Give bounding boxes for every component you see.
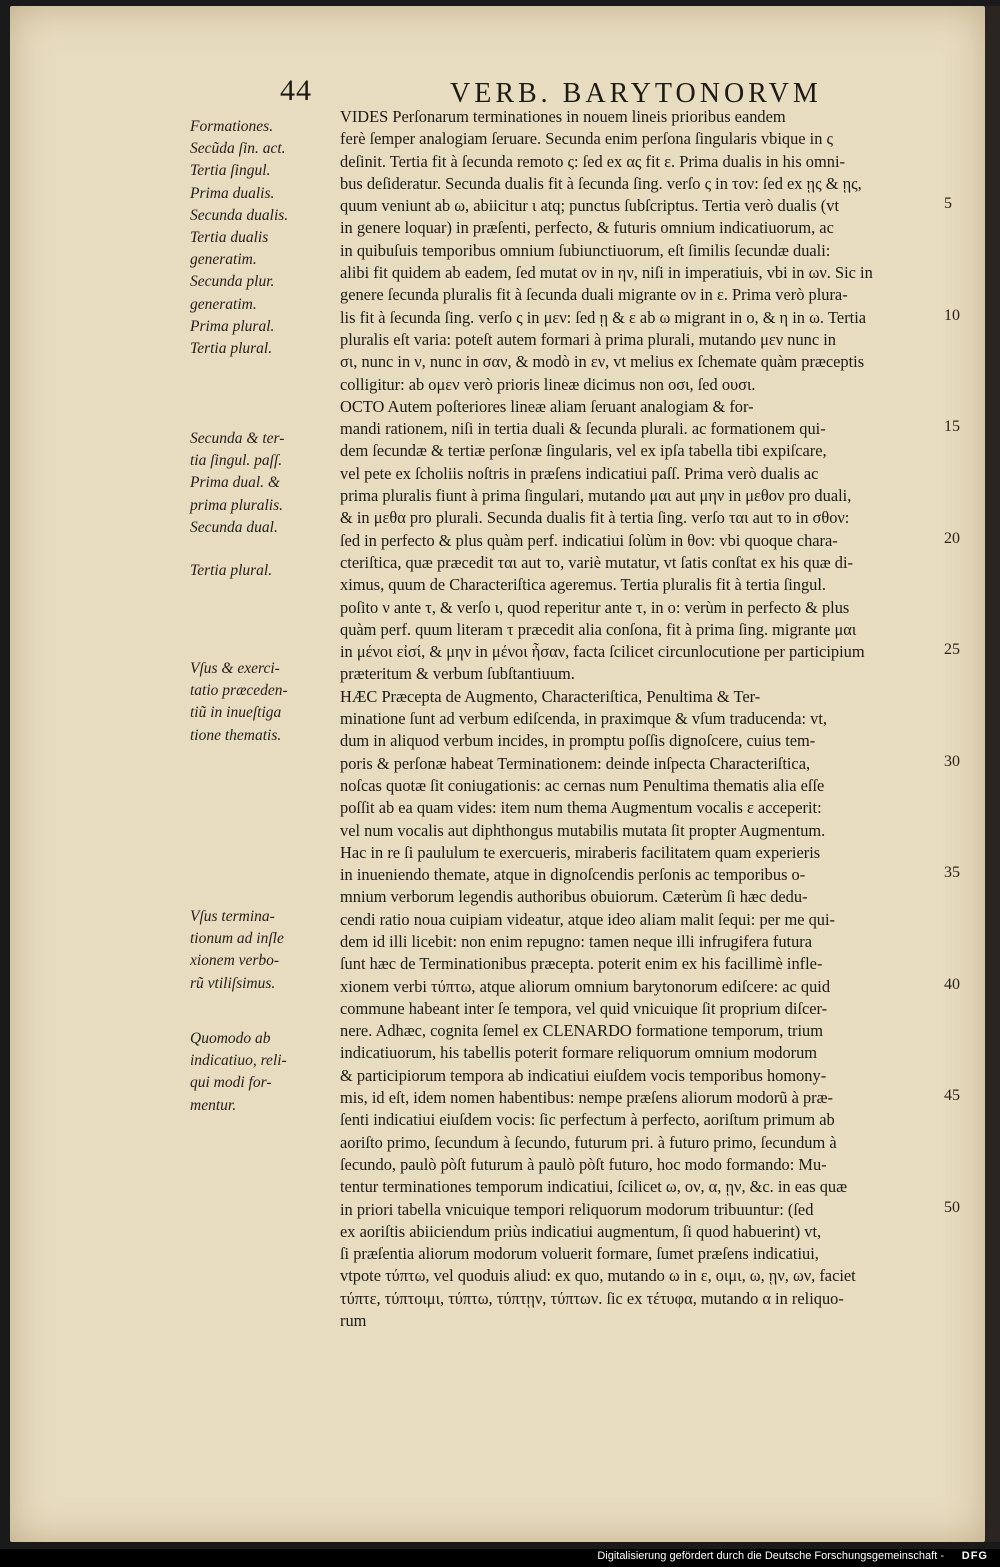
margin-note-line: Secunda dualis. <box>190 206 289 224</box>
line-number: 50 <box>944 1198 960 1216</box>
line-number: 30 <box>944 752 960 770</box>
body-text <box>340 106 950 1332</box>
text-line: dem id illi licebit: non enim repugno: tamen neque illi infrugifera futura <box>340 931 813 951</box>
text-line: VIDES Perſonarum terminationes in nouem lineis prioribus eandem <box>340 107 786 126</box>
text-line: ſecundo, paulò pòſt futurum à paulò pòſt futuro, hoc modo formando: Mu- <box>340 1154 827 1174</box>
text-line: xionem verbi τύπτω, atque aliorum omnium barytonorum ediſcere: ac quid <box>340 976 831 996</box>
text-line: vel num vocalis aut diphthongus mutabilis mutata ſit propter Augmentum. <box>340 820 826 840</box>
running-head: VERB. BARYTONORVM <box>450 78 822 109</box>
margin-note-line: rũ vtiliſsimus. <box>190 974 276 992</box>
text-line: aoriſto primo, ſecundum à ſecundo, futurum pri. à futuro primo, ſecundum à <box>340 1132 837 1152</box>
margin-note-line: tione thematis. <box>190 726 282 744</box>
text-line: vel pete ex ſcholiis noſtris in præſens indicatiui paſſ. Prima verò dualis ac <box>340 463 819 483</box>
margin-note-line: Vſus & exerci- <box>190 660 280 677</box>
text-line: nere. Adhæc, cognita ſemel ex CLENARDO formatione temporum, trium <box>340 1021 823 1041</box>
text-line: ex aoriſtis abiiciendum priùs indicatiui augmentum, ſi quod habuerint) vt, <box>340 1221 822 1241</box>
text-line: poris & perſonæ habeat Terminationem: deinde inſpecta Characteriſtica, <box>340 753 811 773</box>
line-number: 20 <box>944 529 960 547</box>
text-line: ximus, quum de Characteriſtica ageremus. Tertia pluralis fit à tertia ſingul. <box>340 575 827 595</box>
page-edge <box>985 6 1000 1542</box>
margin-note <box>190 560 330 582</box>
page-number: 44 <box>280 74 312 107</box>
text-line: ſi præſentia aliorum modorum voluerit formare, ſumet præſens indicatiui, <box>340 1244 819 1264</box>
text-line: prima pluralis fiunt à prima ſingulari, mutando μαι aut μην in μεθον pro duali, <box>340 486 852 506</box>
text-line: poſito ν ante τ, & verſo ι, quod reperitur ante τ, in ο: verùm in perfecto & plus <box>340 597 850 617</box>
margin-note-line: Tertia plural. <box>190 340 273 358</box>
dfg-logo: DFG <box>961 1550 988 1562</box>
margin-note-line: Secunda & ter- <box>190 430 285 447</box>
margin-note <box>190 906 330 995</box>
digitization-credit: Digitalisierung gefördert durch die Deutsche Forschungsgemeinschaft - <box>597 1550 944 1562</box>
margin-note-line: prima pluralis. <box>190 496 284 514</box>
text-line: præteritum & verbum ſubſtantiuum. <box>340 664 575 684</box>
text-line: colligitur: ab ομεν verò prioris lineæ dicimus non οσι, ſed ουσι. <box>340 374 756 394</box>
margin-note <box>190 428 330 539</box>
text-line: ferè ſemper analogiam ſeruare. Secunda enim perſona ſingularis vbique in ς <box>340 129 834 149</box>
text-line: & participiorum tempora ab indicatiui eiuſdem vocis temporibus homony- <box>340 1065 827 1085</box>
text-line: in genere loquar) in præſenti, perfecto, & futuris omnium indicatiuorum, ac <box>340 218 834 238</box>
margin-note-line: tionum ad inſle <box>190 930 284 948</box>
text-line: commune habeant inter ſe tempora, vel quid vnicuique ſit proprium diſcer- <box>340 998 828 1018</box>
text-line: dem ſecundæ & tertiæ perſonæ ſingularis, vel ex ipſa tabella tibi expiſcare, <box>340 441 827 461</box>
margin-note-line: mentur. <box>190 1096 237 1114</box>
text-line: mnium verborum legendis authoribus obuiorum. Cæterùm ſi hæc dedu- <box>340 887 808 907</box>
line-number: 35 <box>944 864 960 882</box>
margin-note-line: Tertia ſingul. <box>190 162 271 180</box>
text-line: pluralis eſt varia: poteſt autem formari à prima plurali, mutando μεν nunc in <box>340 329 836 349</box>
text-line: in quibuſuis temporibus omnium ſubiunctiuorum, eſt ſimilis ſecundæ duali: <box>340 240 831 260</box>
text-line: cteriſtica, quæ præcedit ται aut το, variè mutatur, vt ſatis conſtat ex his quæ di- <box>340 552 854 572</box>
text-line: τύπτε, τύπτοιμι, τύπτω, τύπτῃν, τύπτων. ſic ex τέτυφα, mutando α in reliquo- <box>340 1288 844 1308</box>
text-line: dum in aliquod verbum incides, in promptu poſſis dignoſcere, cuius tem- <box>340 731 816 751</box>
text-line: alibi fit quidem ab eadem, ſed mutat ον in ην, niſi in imperatiuis, vbi in ων. Sic in <box>340 263 873 283</box>
margin-note-line: Prima dualis. <box>190 184 275 202</box>
margin-note-line: xionem verbo- <box>190 952 280 970</box>
text-line: lis fit à ſecunda ſing. verſo ς in μεν: ſed ῃ & ε ab ω migrant in ο, & η in ω. Tertia <box>340 307 867 327</box>
margin-note-line: Vſus termina- <box>190 908 275 925</box>
text-line: ſunt hæc de Terminationibus præcepta. poterit enim ex his facillimè infle- <box>340 954 823 974</box>
line-number: 15 <box>944 418 960 436</box>
margin-note-line: tia ſingul. paſſ. <box>190 452 283 470</box>
text-line: deſinit. Tertia fit à ſecunda remoto ς: ſed ex ας fit ε. Prima dualis in his omni- <box>340 151 845 171</box>
margin-note-line: indicatiuo, reli- <box>190 1052 287 1070</box>
margin-note-line: qui modi for- <box>190 1074 272 1092</box>
text-line: rum <box>340 1311 367 1331</box>
text-line: σι, nunc in ν, nunc in σαν, & modò in εν, vt melius ex ſchemate quàm præceptis <box>340 352 865 372</box>
text-line: mandi rationem, niſi in tertia duali & ſecunda plurali. ac formationem qui- <box>340 419 826 439</box>
line-number: 5 <box>944 195 952 213</box>
margin-note <box>190 1028 330 1117</box>
text-line: genere ſecunda pluralis fit à ſecunda duali migrante ον in ε. Prima verò plura- <box>340 285 848 305</box>
margin-note-line: Quomodo ab <box>190 1030 271 1047</box>
text-line: in inueniendo themate, atque in dignoſcendis perſonis ac temporibus o- <box>340 865 806 885</box>
text-line: in μένοι εἰσί, & μην in μένοι ἦσαν, facta ſcilicet circunlocutione per participium <box>340 642 865 662</box>
text-line: tentur terminationes temporum indicatiui, ſcilicet ω, ον, α, ῃν, &c. in eas quæ <box>340 1177 848 1197</box>
text-line: quàm perf. quum literam τ præcedit alia conſona, fit à prima ſing. migrante μαι <box>340 619 857 639</box>
text-line: cendi ratio noua cuipiam videatur, atque ideo aliam malit ſequi: per me qui- <box>340 909 835 929</box>
text-line: quum veniunt ab ω, abiicitur ι atq; punctus ſubſcriptus. Tertia verò dualis (vt <box>340 196 839 216</box>
text-line: minatione ſunt ad verbum ediſcenda, in praximque & vſum traducenda: vt, <box>340 709 828 729</box>
footer-bar <box>0 1549 1000 1567</box>
line-number: 25 <box>944 641 960 659</box>
text-line: Hac in re ſi paululum te exercueris, miraberis facilitatem quam experieris <box>340 842 821 862</box>
margin-note-line: Secunda dual. <box>190 518 278 536</box>
margin-note-line: generatim. <box>190 295 257 313</box>
text-line: vtpote τύπτω, vel quoduis aliud: ex quo, mutando ω in ε, οιμι, ω, ῃν, ων, faciet <box>340 1266 856 1286</box>
text-line: HÆC Præcepta de Augmento, Characteriſtica, Penultima & Ter- <box>340 686 761 706</box>
margin-note-line: Prima dual. & <box>190 474 280 492</box>
margin-note <box>190 116 330 360</box>
text-line: bus deſideratur. Secunda dualis fit à ſecunda ſing. verſo ς in τον: ſed ex ῃς & ῃς, <box>340 173 862 193</box>
margin-note-line: generatim. <box>190 251 257 269</box>
margin-note-line: Prima plural. <box>190 317 275 335</box>
margin-note-line: Secũda ſin. act. <box>190 140 286 158</box>
text-line: poſſit ab ea quam vides: item num thema Augmentum vocalis ε acceperit: <box>340 798 822 818</box>
margin-note-line: tiũ in inueſtiga <box>190 704 282 722</box>
margin-note-line: Tertia plural. <box>190 562 273 579</box>
text-line: OCTO Autem poſteriores lineæ aliam ſeruant analogiam & for- <box>340 396 754 416</box>
margin-note-line: Secunda plur. <box>190 273 275 291</box>
text-line: ſenti indicatiui eiuſdem vocis: ſic perfectum à perfecto, aoriſtum primum ab <box>340 1110 835 1130</box>
line-number: 10 <box>944 306 960 324</box>
text-line: mis, id eſt, idem nomen habentibus: nempe præſens aliorum modorũ à præ- <box>340 1088 833 1108</box>
margin-note <box>190 658 330 747</box>
line-number: 40 <box>944 975 960 993</box>
text-line: & in μεθα pro plurali. Secunda dualis fit à tertia ſing. verſo ται aut το in σθον: <box>340 508 850 528</box>
text-line: indicatiuorum, his tabellis poterit formare reliquorum omnium modorum <box>340 1043 818 1063</box>
text-line: in priori tabella vnicuique tempori reliquorum modorum tribuuntur: (ſed <box>340 1199 814 1219</box>
margin-note-line: Tertia dualis <box>190 229 269 247</box>
text-line: ſed in perfecto & plus quàm perf. indicatiui ſolùm in θον: vbi quoque chara- <box>340 530 838 550</box>
line-number: 45 <box>944 1087 960 1105</box>
margin-note-line: tatio præceden- <box>190 682 288 700</box>
margin-note-line: Formationes. <box>190 118 274 135</box>
text-line: noſcas quotæ ſit coniugationis: ac cernas num Penultima thematis alia eſſe <box>340 775 825 795</box>
